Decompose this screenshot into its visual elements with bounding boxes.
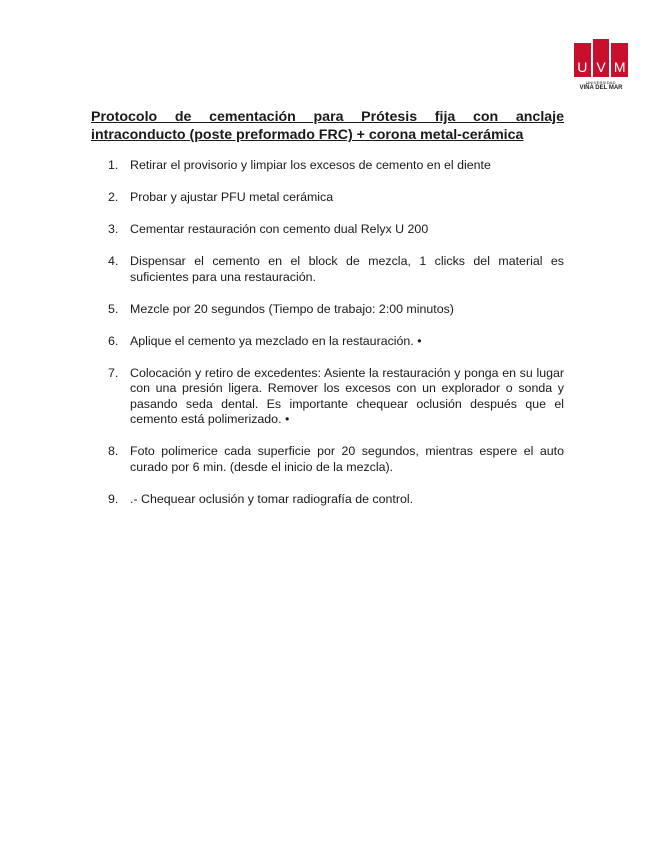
step-number: 7.: [108, 365, 119, 380]
step-number: 6.: [108, 333, 119, 348]
step-number: 3.: [108, 222, 119, 236]
step-number: 1.: [108, 158, 119, 172]
logo-letter-v: V: [593, 39, 610, 77]
logo-letter-m: M: [611, 43, 628, 77]
step-text: Colocación y retiro de excedentes: Asiente la restauración y ponga en su lugar con una presión ligera. Remover los excesos con un explorador o sonda y pasando seda dental. Es importante chequear oclusión después que el cemento está polimerizado. •: [130, 365, 564, 426]
step-text: Mezcle por 20 segundos (Tiempo de trabajo: 2:00 minutos): [130, 301, 454, 316]
step-number: 2.: [108, 190, 119, 204]
step-text: Dispensar el cemento en el block de mezcla, 1 clicks del material es suficientes para una restauración.: [130, 254, 564, 284]
step-text: Retirar el provisorio y limpiar los excesos de cemento en el diente: [130, 158, 491, 172]
logo-name: VIÑA DEL MAR: [579, 85, 623, 91]
step-number: 8.: [108, 444, 119, 458]
step-4: [108, 254, 564, 285]
step-number: 9.: [108, 491, 119, 506]
step-2: [108, 190, 564, 206]
logo-letter-u: U: [574, 43, 591, 77]
logo-blocks: [574, 43, 628, 77]
step-number: 4.: [108, 254, 119, 268]
step-text: Probar y ajustar PFU metal cerámica: [130, 190, 334, 204]
document-title: [91, 108, 564, 144]
step-text: Foto polimerice cada superficie por 20 segundos, mientras espere el auto curado por 6 min. (desde el inicio de la mezcla).: [130, 444, 564, 474]
step-9: [108, 492, 564, 508]
step-text: Aplique el cemento ya mezclado en la restauración. •: [130, 333, 422, 348]
step-text: .- Chequear oclusión y tomar radiografía de control.: [130, 491, 414, 506]
step-7: [108, 366, 564, 428]
step-number: 5.: [108, 301, 119, 316]
protocol-steps: [108, 158, 564, 524]
step-6: [108, 334, 564, 350]
step-5: [108, 302, 564, 318]
logo-subtitle: UNIVERSIDAD: [586, 80, 616, 85]
title-line-1: Protocolo de cementación para Prótesis fija con anclaje: [91, 109, 564, 125]
step-3: [108, 222, 564, 238]
step-1: [108, 158, 564, 174]
step-text: Cementar restauración con cemento dual Relyx U 200: [130, 222, 429, 236]
title-line-2: intraconducto (poste preformado FRC) + corona metal-cerámica: [91, 127, 524, 143]
uvm-logo: [573, 43, 629, 91]
step-8: [108, 444, 564, 475]
